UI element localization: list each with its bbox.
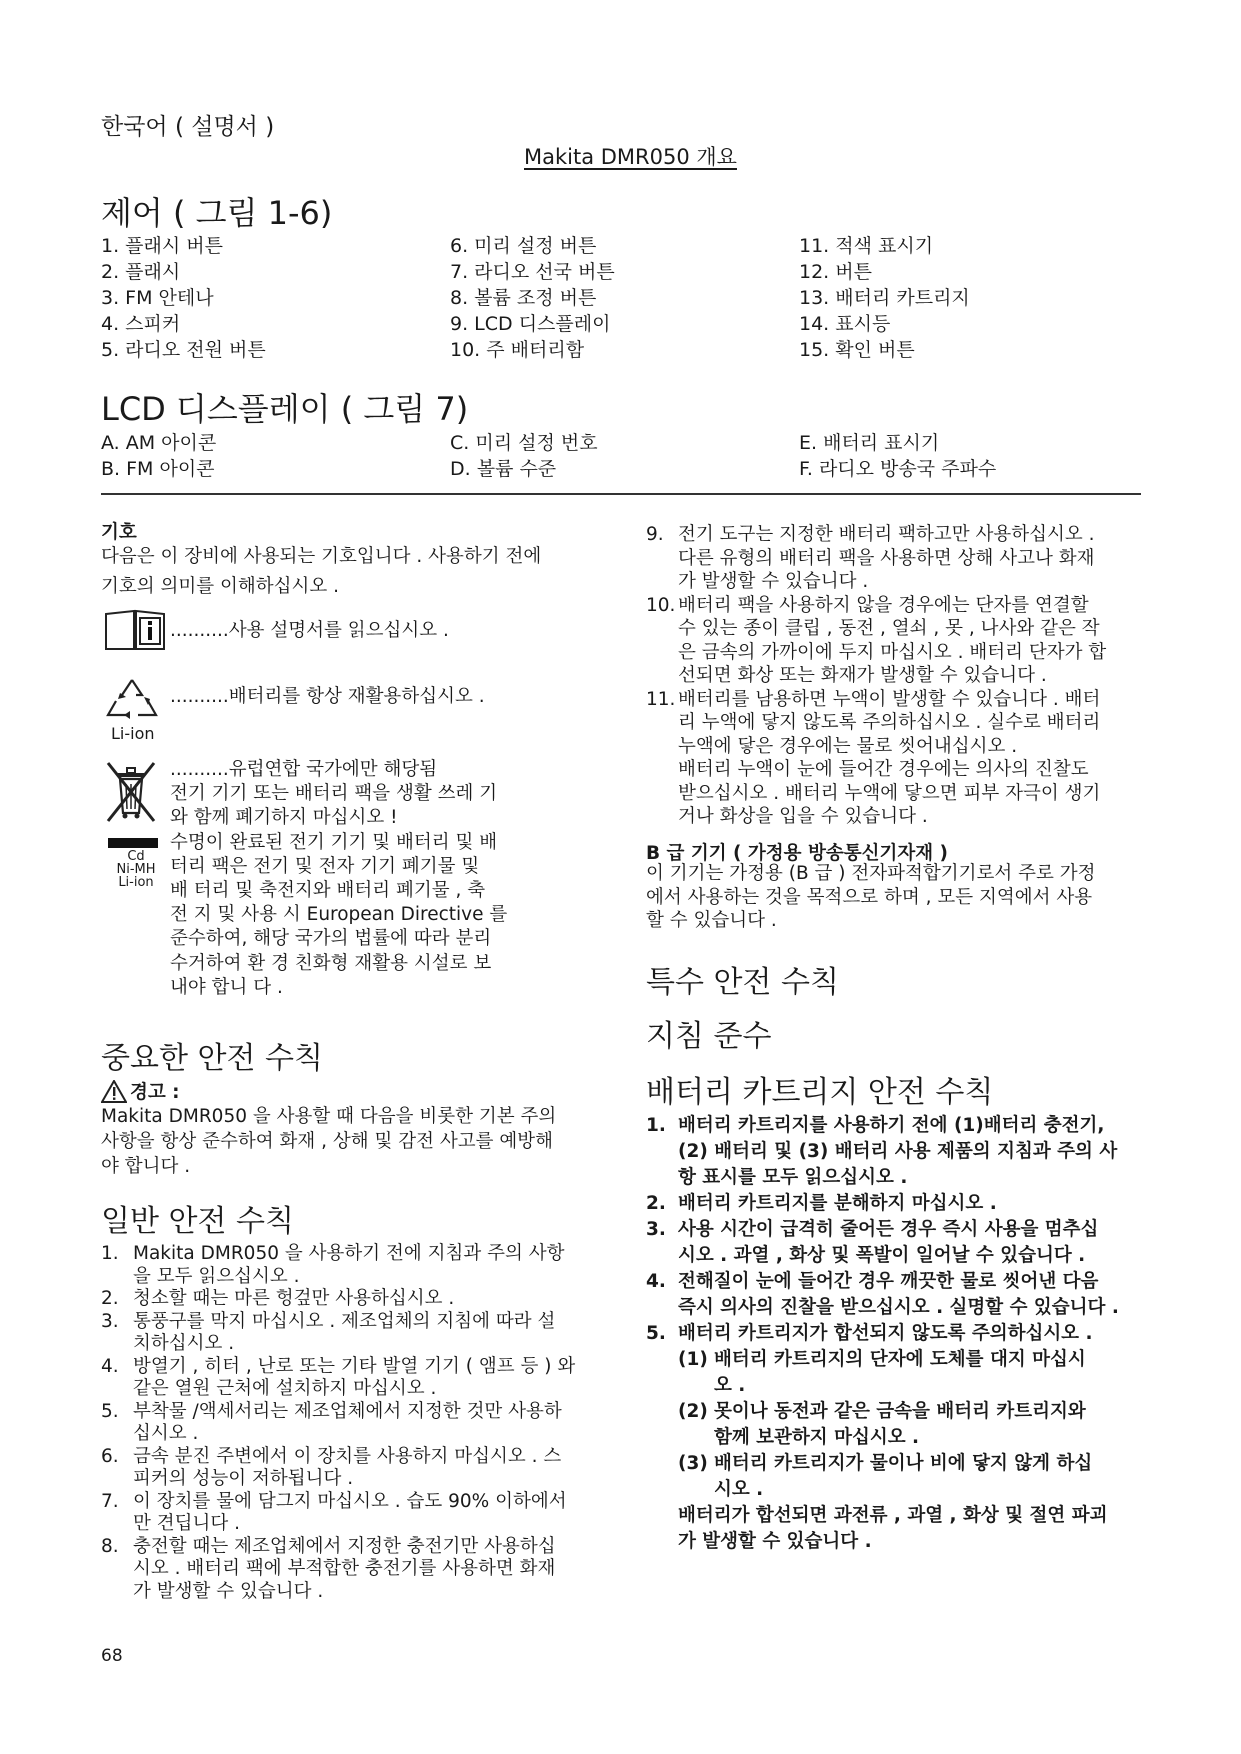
eu-disposal-line: 배 터리 및 축전지와 배터리 폐기물 , 축 [170, 880, 486, 902]
lcd-item: D. 볼륨 수준 [450, 458, 557, 480]
important-safety-heading: 중요한 안전 수칙 [101, 1041, 323, 1076]
list-item [646, 688, 1146, 829]
list-line: 누액에 닿은 경우에는 물로 씻어내십시오 . [678, 735, 1018, 757]
battery-closing-note [646, 1503, 1146, 1555]
eu-disposal-text [170, 758, 620, 1000]
list-line: 가 발생할 수 있습니다 . [678, 571, 869, 592]
list-line: 리 누액에 닿지 않도록 주의하십시오 . 실수로 배터리 [678, 712, 1101, 733]
list-line: 부착물 /액세서리는 제조업체에서 지정한 것만 사용하 [133, 1400, 562, 1422]
list-item [678, 1451, 1146, 1503]
list-number: 2. [646, 1193, 666, 1214]
controls-heading: 제어 ( 그림 1-6) [101, 194, 333, 232]
list-line: 수 있는 종이 클립 , 동전 , 열쇠 , 못 , 나사와 같은 작 [678, 618, 1100, 639]
chem-label-liion: Li-ion [118, 875, 154, 890]
list-line: 충전할 때는 제조업체에서 지정한 충전기만 사용하십 [133, 1535, 556, 1557]
page-number: 68 [101, 1646, 123, 1666]
list-line: 배터리를 남용하면 누액이 발생할 수 있습니다 . 배터 [678, 688, 1101, 710]
battery-safety-list [646, 1113, 1146, 1555]
battery-safety-heading: 배터리 카트리지 안전 수칙 [646, 1075, 994, 1110]
list-item [646, 1321, 1146, 1347]
lcd-list [101, 430, 1141, 482]
list-item [101, 1491, 621, 1536]
list-line: 치하십시오 . [133, 1333, 235, 1354]
list-number: (1) [678, 1349, 708, 1370]
list-number: 1. [101, 1243, 119, 1264]
list-line: 사용 시간이 급격히 줄어든 경우 즉시 사용을 멈추십 [678, 1219, 1099, 1240]
symbols-intro-1: 다음은 이 장비에 사용되는 기호입니다 . 사용하기 전에 [101, 546, 542, 567]
list-number: 6. [101, 1445, 119, 1467]
list-number: 5. [101, 1400, 119, 1422]
chem-label-cd: Cd [127, 849, 145, 864]
general-safety-heading: 일반 안전 수칙 [101, 1204, 294, 1239]
warning-icon [101, 1080, 127, 1103]
follow-instructions-heading: 지침 준수 [646, 1019, 772, 1054]
eu-disposal-line: 전 지 및 사용 시 European Directive 를 [170, 904, 508, 926]
list-item [101, 1243, 621, 1288]
control-item: 13. 배터리 카트리지 [799, 287, 970, 309]
eu-disposal-line: 전기 기기 또는 배터리 팩을 생활 쓰레 기 [170, 783, 498, 805]
chem-label-nimh: Ni-MH [116, 862, 156, 877]
list-line: 다른 유형의 배터리 팩을 사용하면 상해 사고나 화재 [678, 547, 1095, 569]
eu-disposal-line: 수거하여 환 경 친화형 재활용 시설로 보 [170, 952, 492, 974]
list-line: 통풍구를 막지 마십시오 . 제조업체의 지침에 따라 설 [133, 1310, 556, 1332]
language-label: 한국어 ( 설명서 ) [101, 114, 275, 140]
control-item: 2. 플래시 [101, 261, 181, 283]
list-line: 못이나 동전과 같은 금속을 배터리 카트리지와 [714, 1401, 1086, 1422]
list-line: 받으십시오 . 배터리 누액에 닿으면 피부 자극이 생기 [678, 782, 1101, 804]
lcd-item: B. FM 아이콘 [101, 458, 215, 480]
list-line: 시오 . 과열 , 화상 및 폭발이 일어날 수 있습니다 . [678, 1245, 1086, 1266]
list-item [678, 1347, 1146, 1399]
list-item [646, 1191, 1146, 1217]
list-line: (2) 배터리 및 (3) 배터리 사용 제품의 지침과 주의 사 [678, 1141, 1118, 1162]
list-number: 9. [646, 524, 664, 545]
controls-list [101, 233, 1141, 363]
list-line: 거나 화상을 입을 수 있습니다 . [678, 806, 928, 827]
warning-line: 야 합니다 . [101, 1156, 191, 1177]
list-line: 시오 . 배터리 팩에 부적합한 충전기를 사용하면 화재 [133, 1558, 556, 1579]
recycle-text: ..........배터리를 항상 재활용하십시오 . [170, 686, 485, 707]
eu-disposal-line: 수명이 완료된 전기 기기 및 배터리 및 배 [170, 831, 498, 853]
list-line: Makita DMR050 을 사용하기 전에 지침과 주의 사항 [133, 1243, 565, 1264]
control-item: 6. 미리 설정 버튼 [450, 235, 597, 257]
list-item [101, 1536, 621, 1604]
list-line: 이 장치를 물에 담그지 마십시오 . 습도 90% 이하에서 [133, 1490, 567, 1512]
control-item: 12. 버튼 [799, 261, 872, 283]
class-b-line: 에서 사용하는 것을 목적으로 하며 , 모든 지역에서 사용 [646, 886, 1093, 908]
eu-disposal-line: 터리 팩은 전기 및 전자 기기 폐기물 및 [170, 855, 480, 877]
list-line: 배터리 카트리지를 사용하기 전에 (1)배터리 충전기, [678, 1115, 1105, 1136]
list-line: 배터리 카트리지를 분해하지 마십시오 . [678, 1193, 997, 1214]
list-number: 4. [646, 1271, 666, 1292]
list-line: 은 금속의 가까이에 두지 마십시오 . 배터리 단자가 합 [678, 641, 1107, 663]
eu-disposal-line: 내야 합니 다 . [170, 976, 283, 998]
document-title: Makita DMR050 개요 [524, 145, 737, 169]
symbols-section [101, 521, 621, 599]
list-number: 11. [646, 688, 676, 710]
read-manual-text: ..........사용 설명서를 읽으십시오 . [170, 620, 449, 641]
list-number: 10. [646, 594, 676, 616]
warning-label-row [101, 1078, 180, 1104]
lcd-item: F. 라디오 방송국 주파수 [799, 458, 997, 480]
weee-bar [108, 838, 158, 848]
control-item: 14. 표시등 [799, 313, 891, 335]
class-b-line: 할 수 있습니다 . [646, 910, 777, 931]
list-line: 함께 보관하지 마십시오 . [714, 1427, 920, 1448]
list-item [101, 1446, 621, 1491]
control-item: 3. FM 안테나 [101, 287, 214, 309]
control-item: 10. 주 배터리함 [450, 339, 585, 361]
chem-labels [108, 850, 164, 889]
class-b-line: 이 기기는 가정용 (B 급 ) 전자파적합기기로서 주로 가정 [646, 863, 1096, 884]
list-item [101, 1356, 621, 1401]
class-b-heading: B 급 기기 ( 가정용 방송통신기자재 ) [646, 843, 948, 864]
list-line: 방열기 , 히터 , 난로 또는 기타 발열 기기 ( 앰프 등 ) 와 [133, 1355, 576, 1377]
list-line: 만 견딥니다 . [133, 1513, 240, 1534]
list-line: 을 모두 읽으십시오 . [133, 1265, 300, 1287]
battery-sub-list [646, 1347, 1146, 1503]
general-safety-list [101, 1243, 621, 1603]
warning-label: 경고 : [130, 1082, 180, 1103]
symbols-intro-2: 기호의 의미를 이해하십시오 . [101, 576, 339, 597]
list-number: 7. [101, 1490, 119, 1512]
list-number: 3. [646, 1219, 666, 1240]
list-line: 배터리 카트리지가 합선되지 않도록 주의하십시오 . [678, 1323, 1093, 1344]
eu-disposal-line: 준수하여, 해당 국가의 법률에 따라 분리 [170, 928, 492, 950]
list-line: 피커의 성능이 저하됩니다 . [133, 1468, 354, 1489]
control-item: 5. 라디오 전원 버튼 [101, 339, 266, 361]
list-line: 시오 . [714, 1479, 764, 1500]
warning-text [101, 1104, 621, 1179]
lcd-item: C. 미리 설정 번호 [450, 432, 598, 454]
list-line: 전해질이 눈에 들어간 경우 깨끗한 물로 씻어낸 다음 [678, 1271, 1099, 1292]
crossed-bin-icon [104, 759, 158, 837]
section-divider [101, 493, 1141, 495]
list-line: 전기 도구는 지정한 배터리 팩하고만 사용하십시오 . [678, 524, 1095, 545]
list-number: (3) [678, 1453, 708, 1474]
list-line: 배터리 카트리지의 단자에 도체를 대지 마십시 [714, 1349, 1086, 1370]
list-line: 청소할 때는 마른 헝겊만 사용하십시오 . [133, 1288, 455, 1309]
special-safety-heading: 특수 안전 수칙 [646, 965, 839, 1000]
control-item: 9. LCD 디스플레이 [450, 313, 611, 335]
control-item: 4. 스피커 [101, 313, 181, 335]
warning-line: 사항을 항상 준수하여 화재 , 상해 및 감전 사고를 예방해 [101, 1131, 553, 1152]
list-item [101, 1311, 621, 1356]
closing-line: 가 발생할 수 있습니다 . [678, 1531, 872, 1552]
symbols-heading: 기호 [101, 522, 137, 543]
list-item [646, 1217, 1146, 1269]
list-line: 배터리 팩을 사용하지 않을 경우에는 단자를 연결할 [678, 594, 1089, 616]
control-item: 7. 라디오 선국 버튼 [450, 261, 615, 283]
list-item [678, 1399, 1146, 1451]
list-line: 십시오 . [133, 1423, 199, 1444]
list-number: 2. [101, 1288, 119, 1309]
list-line: 선되면 화상 또는 화재가 발생할 수 있습니다 . [678, 665, 1047, 686]
list-item [646, 1113, 1146, 1191]
read-manual-icon [104, 608, 166, 652]
list-line: 배터리 누액이 눈에 들어간 경우에는 의사의 진찰도 [678, 759, 1089, 780]
warning-line: Makita DMR050 을 사용할 때 다음을 비롯한 기본 주의 [101, 1106, 557, 1127]
lcd-heading: LCD 디스플레이 ( 그림 7) [101, 390, 469, 428]
recycle-icon [104, 677, 160, 719]
list-number: 5. [646, 1323, 666, 1344]
list-number: (2) [678, 1401, 708, 1422]
list-line: 가 발생할 수 있습니다 . [133, 1580, 324, 1602]
control-item: 8. 볼륨 조정 버튼 [450, 287, 597, 309]
list-line: 항 표시를 모두 읽으십시오 . [678, 1167, 908, 1188]
list-line: 즉시 의사의 진찰을 받으십시오 . 실명할 수 있습니다 . [678, 1297, 1119, 1318]
list-item [646, 523, 1146, 594]
list-item [646, 1269, 1146, 1321]
list-line: 같은 열원 근처에 설치하지 마십시오 . [133, 1378, 437, 1399]
general-safety-list-continued [646, 523, 1146, 829]
class-b-text [646, 862, 1146, 933]
list-line: 오 . [714, 1375, 746, 1396]
lcd-item: E. 배터리 표시기 [799, 432, 940, 454]
eu-disposal-line: 와 함께 폐기하지 마십시오 ! [170, 807, 398, 829]
recycle-caption: Li-ion [111, 724, 155, 743]
control-item: 1. 플래시 버튼 [101, 235, 223, 257]
control-item: 11. 적색 표시기 [799, 235, 934, 257]
lcd-item: A. AM 아이콘 [101, 432, 217, 454]
eu-disposal-line: ..........유럽연합 국가에만 해당됨 [170, 759, 438, 780]
list-line: 금속 분진 주변에서 이 장치를 사용하지 마십시오 . 스 [133, 1445, 562, 1467]
list-number: 3. [101, 1310, 119, 1332]
closing-line: 배터리가 합선되면 과전류 , 과열 , 화상 및 절연 파괴 [678, 1505, 1108, 1526]
list-number: 4. [101, 1355, 119, 1377]
list-item [101, 1288, 621, 1311]
list-number: 8. [101, 1535, 119, 1557]
list-line: 배터리 카트리지가 물이나 비에 닿지 않게 하십 [714, 1453, 1093, 1474]
list-item [646, 594, 1146, 688]
control-item: 15. 확인 버튼 [799, 339, 915, 361]
list-number: 1. [646, 1115, 666, 1136]
list-item [101, 1401, 621, 1446]
